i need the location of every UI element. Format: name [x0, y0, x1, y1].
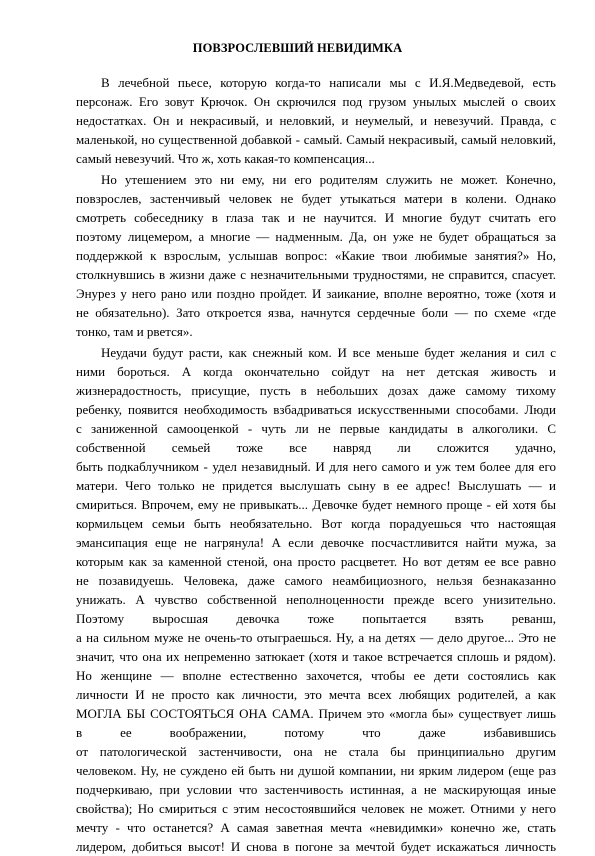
text-line: тонко, там и рвется».: [76, 324, 193, 339]
paragraph: [76, 73, 556, 168]
text-line: с заниженной самооценкой - чуть ли не первые кандидаты в алкоголики. С: [76, 421, 556, 436]
text-line: которым как за каменной стеной, она просто расцветет. Но вот детям ее все равно: [76, 554, 556, 569]
text-line: собственной семьей тоже все навряд ли сложится удачно,: [76, 440, 556, 455]
text-line: маленькой, но существенной добавкой - самый. Самый некрасивый, самый неловкий,: [76, 132, 556, 147]
text-line: человеком. Ну, не суждено ей быть ни душой компании, ни ярким лидером (еще раз: [76, 763, 556, 778]
text-line: Но утешением это ни ему, ни его родителям служить не может. Конечно,: [101, 172, 556, 187]
text-line: Энурез у него рано или поздно пройдет. И заикание, вполне вероятно, тоже (хотя и: [76, 286, 556, 301]
text-line: смириться. Впрочем, ему не привыкать... Девочке будет немного проще - ей хотя бы: [76, 497, 556, 512]
text-line: а на сильном муже не очень-то отыграешься. Ну, а на детях — дело другое... Это не: [76, 630, 556, 645]
text-line: свойства); Но смириться с этим несостоявшийся человек не может. Отними у него: [76, 801, 556, 816]
text-line: кормильцем семьи быть необязательно. Вот когда порадуешься что настоящая: [76, 516, 556, 531]
text-line: Но женщине — вполне естественно захочется, чтобы ее дети состоялись как: [76, 668, 556, 683]
text-line: унижать. А чувство собственной неполноценности прежде всего унизительно.: [76, 592, 556, 607]
text-line: Поэтому выросшая девочка тоже попытается взять реванш,: [76, 611, 556, 626]
text-line: Неудачи будут расти, как снежный ком. И все меньше будет желания и сил с: [101, 345, 556, 360]
text-line: не позавидуешь. Человека, даже самого неамбициозного, нельзя безнаказанно: [76, 573, 556, 588]
text-line: недостатках. Он и некрасивый, и неловкий, и неумелый, и невезучий. Правда, с: [76, 113, 556, 128]
text-line: в ее воображении, потому что даже избавившись: [76, 725, 556, 740]
paragraph: [76, 343, 556, 856]
document-body: [76, 73, 556, 856]
text-line: ними бороться. А когда окончательно сойдут на нет детская живость и: [76, 364, 556, 379]
text-line: МОГЛА БЫ СОСТОЯТЬСЯ ОНА САМА. Причем это «могла бы» существует лишь: [76, 706, 556, 721]
text-line: В лечебной пьесе, которую когда-то написали мы с И.Я.Медведевой, есть: [101, 75, 556, 90]
text-line: повзрослев, застенчивый человек не будет утыкаться матери в колени. Однако: [76, 191, 556, 206]
text-line: быть подкаблучником - удел незавидный. И для него самого и уж тем более для его: [76, 459, 556, 474]
paragraph: [76, 170, 556, 341]
text-line: лидером, добиться высот! И снова в погоне за мечтой будет искажаться личность: [76, 839, 556, 854]
text-line: жизнерадостность, присущие, пусть в небольших дозах даже самому тихому: [76, 383, 556, 398]
text-line: от патологической застенчивости, она не стала бы принципиально другим: [76, 744, 556, 759]
text-line: личности И не просто как личности, это мечта всех любящих родителей, а как: [76, 687, 556, 702]
text-line: ребенку, появится необходимость взбадриваться искусственными способами. Люди: [76, 402, 556, 417]
text-line: персонаж. Его зовут Крючок. Он скрючился под грузом унылых мыслей о своих: [76, 94, 556, 109]
text-line: матери. Чего только не придется выслушать сыну в ее адрес! Выслушать — и: [76, 478, 556, 493]
text-line: значит, что она их непременно затюкает (хотя и такое встречается сплошь и рядом).: [76, 649, 556, 664]
text-line: поддержкой к взрослым, услышав вопрос: «Какие твои любимые занятия?» Но,: [76, 248, 556, 263]
document-title: ПОВЗРОСЛЕВШИЙ НЕВИДИМКА: [192, 41, 403, 55]
text-line: не обязательно). Зато откроется язва, начнутся сердечные боли — по схеме «где: [76, 305, 556, 320]
text-line: подчеркиваю, при условии что застенчивость истинная, а не маскирующая иные: [76, 782, 556, 797]
text-line: самый невезучий. Что ж, хоть какая-то компенсация...: [76, 151, 375, 166]
text-line: поэтому лицемером, а многие — надменным. Да, он уже не будет обращаться за: [76, 229, 556, 244]
text-line: эмансипация еще не нагрянула! А если девочке посчастливится найти мужа, за: [76, 535, 556, 550]
text-line: смотреть собеседнику в глаза так и не научится. И многие будут считать его: [76, 210, 556, 225]
text-line: мечту - что останется? А самая заветная мечта «невидимки» конечно же, стать: [76, 820, 556, 835]
text-line: столкнувшись в жизни даже с незначительными трудностями, не справится, спасует.: [76, 267, 556, 282]
